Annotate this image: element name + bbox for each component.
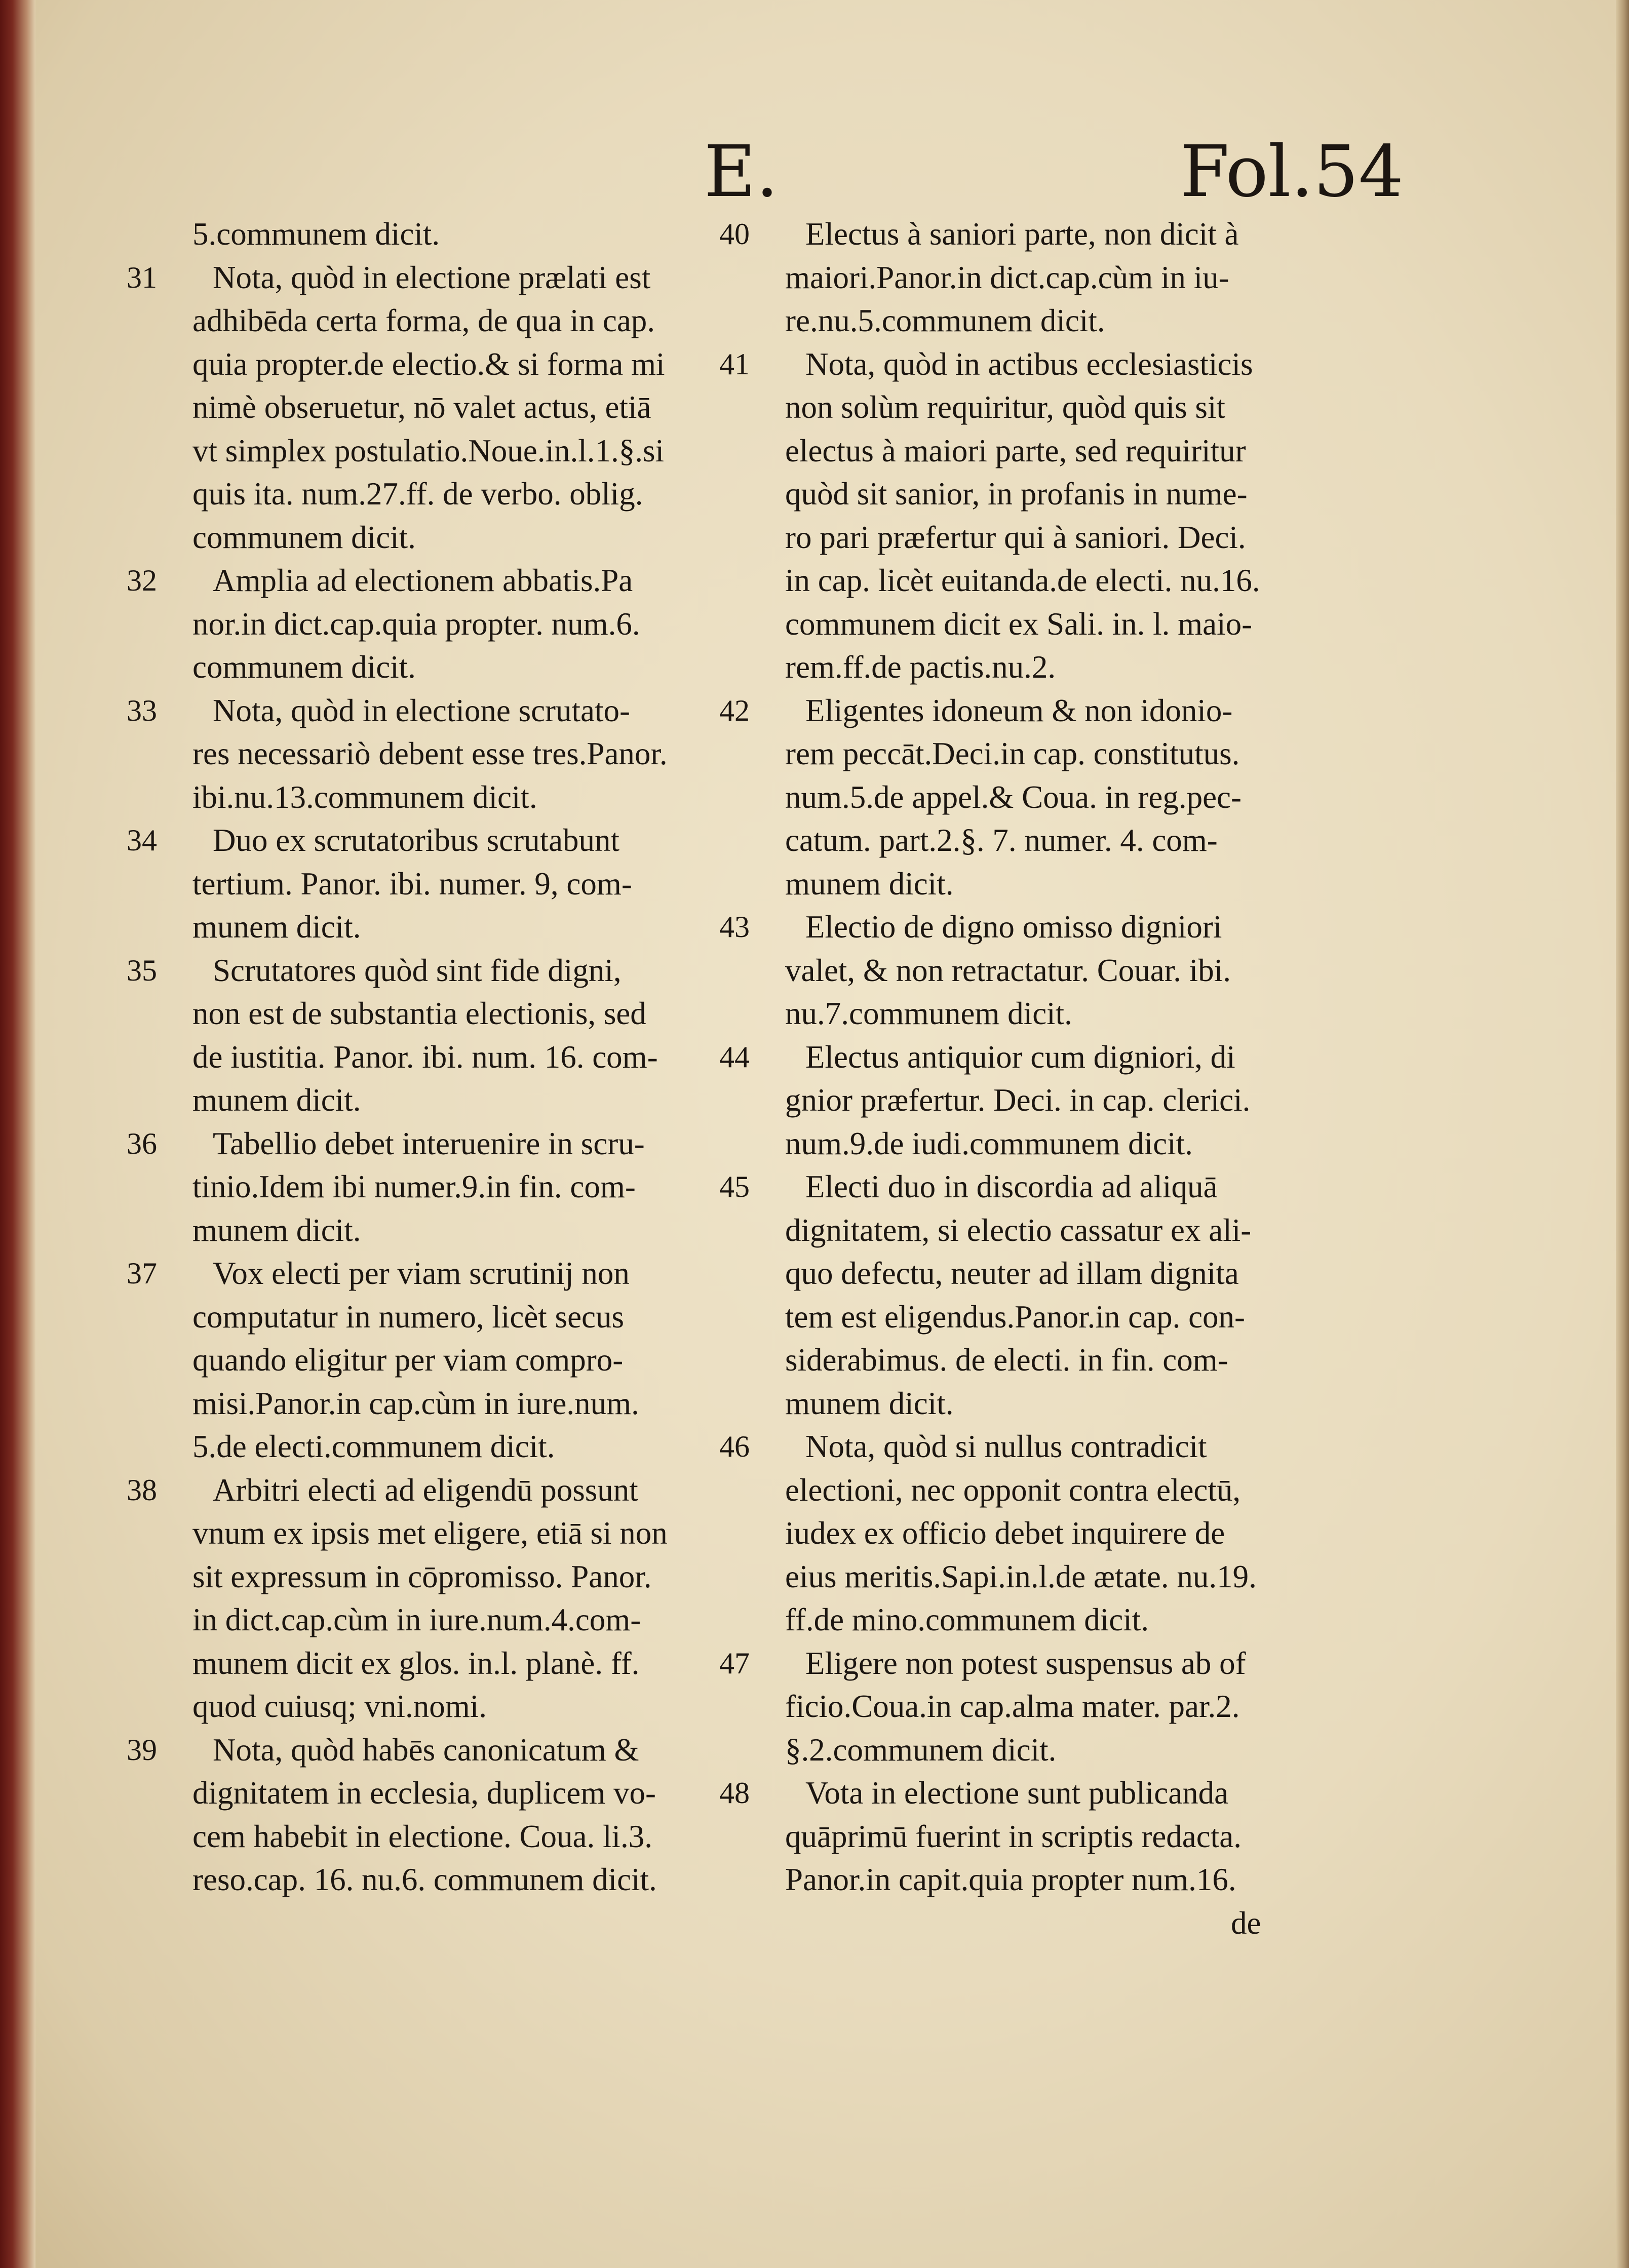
line-text: res necessariò debent esse tres.Panor. (192, 736, 668, 771)
entry-number: 36 (127, 1126, 157, 1160)
line-text: communem dicit. (192, 649, 416, 685)
entry-number: 33 (127, 693, 157, 727)
text-line (192, 1209, 765, 1253)
text-line (785, 473, 1358, 516)
text-line (192, 1339, 765, 1382)
text-line (785, 1382, 1358, 1426)
text-line (192, 429, 765, 473)
text-line (785, 949, 1358, 993)
text-line (785, 992, 1358, 1036)
text-line (192, 1772, 765, 1815)
text-line (127, 256, 765, 300)
line-text: Vox electi per viam scrutinij non (213, 1256, 630, 1291)
text-line (785, 732, 1358, 776)
text-line (785, 1512, 1358, 1555)
text-line (719, 1772, 1358, 1815)
text-line (127, 949, 765, 993)
line-text: Electio de digno omisso digniori (805, 909, 1222, 945)
line-text: Nota, quòd in electione prælati est (213, 259, 651, 295)
line-text: §.2.communem dicit. (785, 1732, 1057, 1768)
line-text: Electus antiquior cum digniori, di (805, 1039, 1235, 1075)
text-line (192, 646, 765, 689)
line-text: Panor.in capit.quia propter num.16. (785, 1862, 1236, 1897)
text-line (785, 299, 1358, 343)
text-line (127, 819, 765, 863)
text-line (785, 559, 1358, 603)
line-text: nimè obseruetur, nō valet actus, etiā (192, 389, 651, 425)
line-text: quo defectu, neuter ad illam dignita (785, 1256, 1239, 1291)
text-line (785, 1729, 1358, 1772)
line-text: ibi.nu.13.communem dicit. (192, 779, 537, 815)
text-line (127, 1729, 765, 1772)
text-line (192, 1598, 765, 1642)
line-text: Amplia ad electionem abbatis.Pa (213, 563, 633, 598)
left-column (127, 213, 765, 1902)
line-text: quis ita. num.27.ff. de verbo. oblig. (192, 476, 643, 512)
line-text: tinio.Idem ibi numer.9.in fin. com- (192, 1169, 636, 1204)
text-line (785, 256, 1358, 300)
line-text: munem dicit. (192, 1082, 361, 1118)
text-line (719, 1165, 1358, 1209)
text-line (785, 1902, 1358, 1945)
text-line (785, 1858, 1358, 1902)
text-line (785, 603, 1358, 646)
entry-number: 45 (719, 1170, 750, 1203)
line-text: in cap. licèt euitanda.de electi. nu.16. (785, 563, 1260, 598)
line-text: rem peccāt.Deci.in cap. constitutus. (785, 736, 1240, 771)
line-text: Duo ex scrutatoribus scrutabunt (213, 823, 620, 858)
line-text: Eligere non potest suspensus ab of (805, 1645, 1246, 1681)
line-text: catum. part.2.§. 7. numer. 4. com- (785, 823, 1218, 858)
entry-number: 34 (127, 824, 157, 857)
line-text: Vota in electione sunt publicanda (805, 1775, 1229, 1811)
line-text: sit expressum in cōpromisso. Panor. (192, 1558, 652, 1594)
right-column (719, 213, 1358, 1945)
text-line (192, 1858, 765, 1902)
text-line (192, 603, 765, 646)
text-line (192, 1555, 765, 1599)
line-text: nu.7.communem dicit. (785, 996, 1072, 1031)
entry-number: 43 (719, 910, 750, 944)
text-line (785, 819, 1358, 863)
line-text: Nota, quòd in actibus ecclesiasticis (805, 346, 1253, 382)
entry-number: 39 (127, 1733, 157, 1767)
text-line (127, 1122, 765, 1166)
line-text: Electus à saniori parte, non dicit à (805, 216, 1239, 252)
line-text: Tabellio debet interuenire in scru- (213, 1125, 645, 1161)
text-line (785, 1079, 1358, 1122)
line-text: munem dicit. (785, 866, 954, 902)
text-line (192, 776, 765, 819)
text-line (192, 1079, 765, 1122)
text-line (719, 213, 1358, 256)
text-line (192, 1685, 765, 1729)
entry-number: 38 (127, 1473, 157, 1507)
text-line (719, 689, 1358, 733)
line-text: non est de substantia electionis, sed (192, 996, 646, 1031)
entry-number: 46 (719, 1430, 750, 1463)
entry-number: 42 (719, 693, 750, 727)
line-text: quando eligitur per viam compro- (192, 1342, 624, 1378)
line-text: ro pari præfertur qui à saniori. Deci. (785, 519, 1246, 555)
entry-number: 31 (127, 260, 157, 294)
text-line (785, 1469, 1358, 1512)
line-text: munem dicit. (192, 909, 361, 945)
line-text: Electi duo in discordia ad aliquā (805, 1169, 1218, 1204)
line-text: munem dicit. (192, 1212, 361, 1248)
text-line (785, 386, 1358, 429)
line-text: electioni, nec opponit contra electū, (785, 1472, 1241, 1508)
entry-number: 44 (719, 1040, 750, 1074)
line-text: dignitatem in ecclesia, duplicem vo- (192, 1775, 656, 1811)
line-text: non solùm requiritur, quòd quis sit (785, 389, 1225, 425)
text-line (719, 1642, 1358, 1686)
book-spine (0, 0, 35, 2268)
line-text: 5.communem dicit. (192, 216, 440, 252)
line-text: misi.Panor.in cap.cùm in iure.num. (192, 1385, 639, 1421)
text-line (785, 1685, 1358, 1729)
line-text: Scrutatores quòd sint fide digni, (213, 952, 622, 988)
text-line (192, 516, 765, 560)
entry-number: 41 (719, 347, 750, 381)
line-text: quāprimū fuerint in scriptis redacta. (785, 1818, 1242, 1854)
text-line (719, 1425, 1358, 1469)
text-line (719, 906, 1358, 949)
line-text: de (1231, 1905, 1261, 1941)
line-text: rem.ff.de pactis.nu.2. (785, 649, 1056, 685)
text-line (785, 1339, 1358, 1382)
section-letter: E. (704, 131, 779, 213)
text-line (192, 343, 765, 386)
line-text: ff.de mino.communem dicit. (785, 1602, 1149, 1637)
text-line (719, 1036, 1358, 1079)
text-line (785, 863, 1358, 906)
line-text: computatur in numero, licèt secus (192, 1299, 625, 1335)
line-text: Arbitri electi ad eligendū possunt (213, 1472, 638, 1508)
entry-number: 32 (127, 564, 157, 597)
text-line (785, 516, 1358, 560)
line-text: 5.de electi.communem dicit. (192, 1429, 555, 1464)
text-line (785, 429, 1358, 473)
text-line (192, 1296, 765, 1339)
line-text: quòd sit sanior, in profanis in nume- (785, 476, 1248, 512)
line-text: siderabimus. de electi. in fin. com- (785, 1342, 1228, 1378)
text-line (785, 1296, 1358, 1339)
line-text: munem dicit. (785, 1385, 954, 1421)
text-line (192, 299, 765, 343)
line-text: num.5.de appel.& Coua. in reg.pec- (785, 779, 1242, 815)
text-line (127, 559, 765, 603)
line-text: cem habebit in electione. Coua. li.3. (192, 1818, 652, 1854)
line-text: communem dicit. (192, 519, 416, 555)
line-text: iudex ex officio debet inquirere de (785, 1515, 1225, 1551)
page-header (0, 131, 1629, 213)
text-line (192, 1036, 765, 1079)
text-line (127, 1469, 765, 1512)
entry-number: 37 (127, 1257, 157, 1290)
line-text: reso.cap. 16. nu.6. communem dicit. (192, 1862, 657, 1897)
line-text: in dict.cap.cùm in iure.num.4.com- (192, 1602, 641, 1637)
text-line (192, 1382, 765, 1426)
line-text: tem est eligendus.Panor.in cap. con- (785, 1299, 1246, 1335)
line-text: adhibēda certa forma, de qua in cap. (192, 303, 655, 338)
text-line (192, 732, 765, 776)
text-line (192, 1425, 765, 1469)
entry-number: 35 (127, 953, 157, 987)
line-text: ficio.Coua.in cap.alma mater. par.2. (785, 1689, 1240, 1724)
line-text: communem dicit ex Sali. in. l. maio- (785, 606, 1253, 642)
page-edge (1616, 0, 1629, 2268)
folio-number: Fol.54 (1180, 131, 1404, 213)
text-line (192, 213, 765, 256)
text-line (785, 776, 1358, 819)
entry-number: 48 (719, 1776, 750, 1810)
text-line (785, 1555, 1358, 1599)
text-line (719, 343, 1358, 386)
line-text: Nota, quòd in electione scrutato- (213, 692, 630, 728)
text-line (192, 473, 765, 516)
text-line (785, 1252, 1358, 1296)
line-text: electus à maiori parte, sed requiritur (785, 433, 1246, 468)
line-text: Nota, quòd si nullus contradicit (805, 1429, 1207, 1464)
line-text: vt simplex postulatio.Noue.in.l.1.§.si (192, 433, 664, 468)
line-text: quod cuiusq; vni.nomi. (192, 1689, 487, 1724)
text-line (192, 1642, 765, 1686)
line-text: valet, & non retractatur. Couar. ibi. (785, 952, 1231, 988)
entry-number: 40 (719, 217, 750, 251)
text-line (785, 646, 1358, 689)
line-text: eius meritis.Sapi.in.l.de ætate. nu.19. (785, 1558, 1257, 1594)
line-text: num.9.de iudi.communem dicit. (785, 1125, 1193, 1161)
text-line (192, 386, 765, 429)
line-text: maiori.Panor.in dict.cap.cùm in iu- (785, 259, 1229, 295)
text-line (785, 1598, 1358, 1642)
line-text: vnum ex ipsis met eligere, etiā si non (192, 1515, 668, 1551)
text-line (785, 1815, 1358, 1859)
line-text: nor.in dict.cap.quia propter. num.6. (192, 606, 640, 642)
text-line (127, 1252, 765, 1296)
text-line (192, 992, 765, 1036)
entry-number: 47 (719, 1646, 750, 1680)
text-line (192, 1512, 765, 1555)
line-text: quia propter.de electio.& si forma mi (192, 346, 665, 382)
text-line (192, 906, 765, 949)
text-line (192, 1815, 765, 1859)
text-line (785, 1122, 1358, 1166)
text-line (192, 1165, 765, 1209)
text-line (127, 689, 765, 733)
line-text: gnior præfertur. Deci. in cap. clerici. (785, 1082, 1251, 1118)
text-line (192, 863, 765, 906)
text-line (785, 1209, 1358, 1253)
line-text: Nota, quòd habēs canonicatum & (213, 1732, 639, 1768)
line-text: Eligentes idoneum & non idonio- (805, 692, 1233, 728)
line-text: re.nu.5.communem dicit. (785, 303, 1105, 338)
line-text: tertium. Panor. ibi. numer. 9, com- (192, 866, 632, 902)
line-text: dignitatem, si electio cassatur ex ali- (785, 1212, 1252, 1248)
line-text: de iustitia. Panor. ibi. num. 16. com- (192, 1039, 658, 1075)
line-text: munem dicit ex glos. in.l. planè. ff. (192, 1645, 640, 1681)
